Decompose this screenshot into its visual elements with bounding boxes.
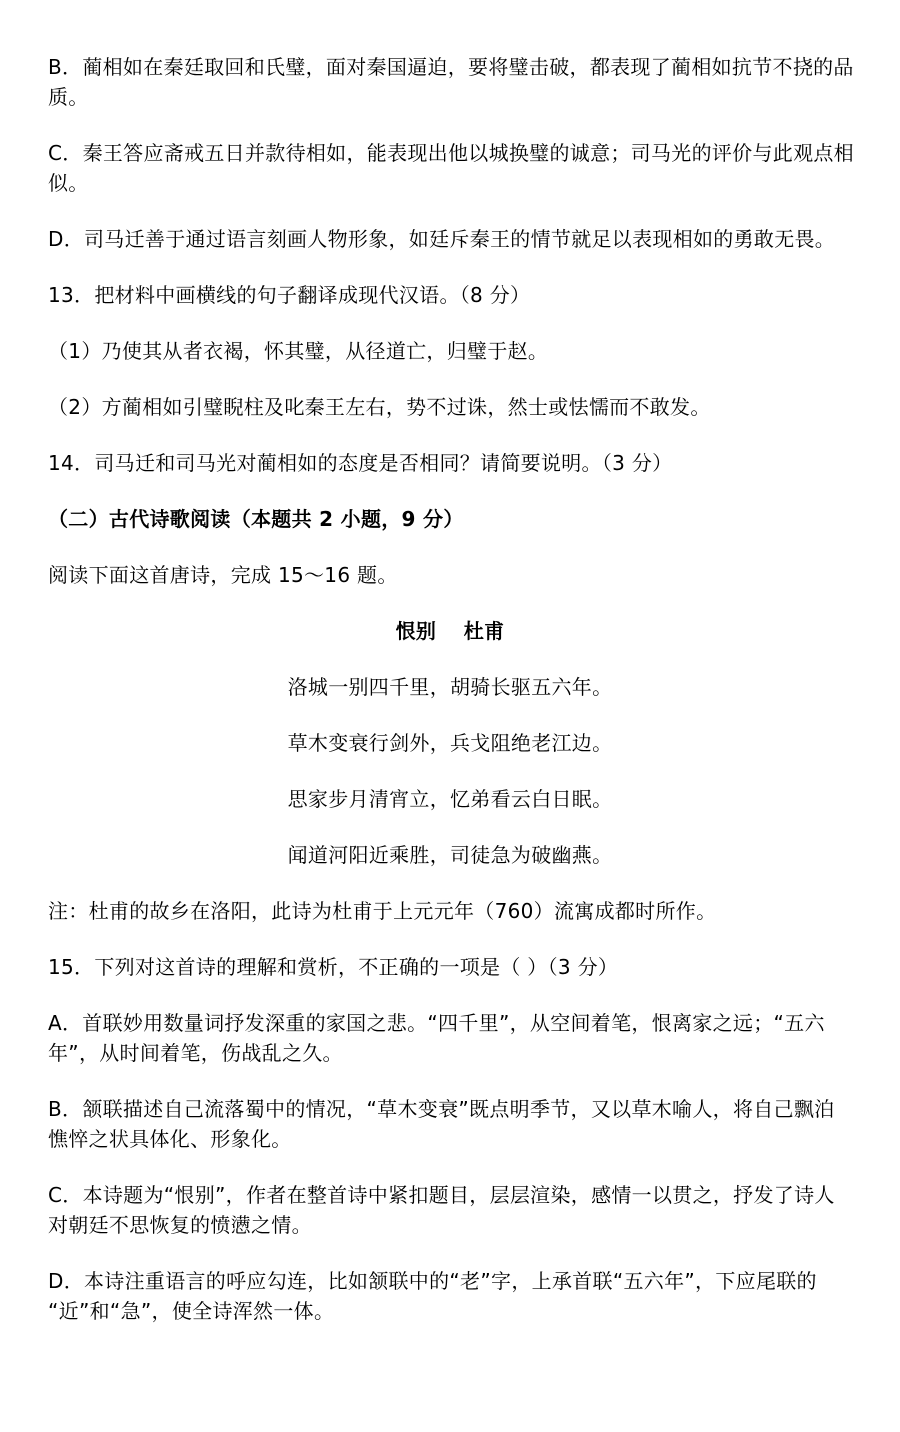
poem-line: 草木变衰行剑外，兵戈阻绝老江边。	[287, 731, 613, 755]
question-14: 14．司马迁和司马光对蔺相如的态度是否相同？请简要说明。（3 分）	[48, 451, 673, 475]
poem-intro: 阅读下面这首唐诗，完成 15～16 题。	[48, 563, 398, 587]
option-15d-line1: D．本诗注重语言的呼应勾连，比如颔联中的“老”字，上承首联“五六年”，下应尾联的	[48, 1269, 817, 1293]
option-12b-line2: 质。	[48, 85, 89, 109]
option-12b-line1: B．蔺相如在秦廷取回和氏璧，面对秦国逼迫，要将璧击破，都表现了蔺相如抗节不挠的品	[48, 55, 854, 79]
option-12c-line2: 似。	[48, 171, 89, 195]
poem-note: 注：杜甫的故乡在洛阳，此诗为杜甫于上元元年（760）流寓成都时所作。	[48, 899, 717, 923]
section-heading: （二）古代诗歌阅读（本题共 2 小题，9 分）	[48, 507, 464, 531]
option-15b-line2: 憔悴之状具体化、形象化。	[48, 1127, 292, 1151]
question-13-part2: （2）方蔺相如引璧睨柱及叱秦王左右，势不过诛，然士或怯懦而不敢发。	[48, 395, 711, 419]
option-15a-line2: 年”，从时间着笔，伤战乱之久。	[48, 1041, 343, 1065]
option-15b-line1: B．颔联描述自己流落蜀中的情况，“草木变衰”既点明季节，又以草木喻人，将自己飘泊	[48, 1097, 835, 1121]
option-12c-line1: C．秦王答应斋戒五日并款待相如，能表现出他以城换璧的诚意；司马光的评价与此观点相	[48, 141, 854, 165]
poem-title: 恨别 杜甫	[395, 619, 505, 643]
poem-line: 闻道河阳近乘胜，司徒急为破幽燕。	[287, 843, 613, 867]
poem-line: 洛城一别四千里，胡骑长驱五六年。	[287, 675, 613, 699]
option-12d: D．司马迁善于通过语言刻画人物形象，如廷斥秦王的情节就足以表现相如的勇敢无畏。	[48, 227, 836, 251]
question-13: 13．把材料中画横线的句子翻译成现代汉语。（8 分）	[48, 283, 531, 307]
poem-line: 思家步月清宵立，忆弟看云白日眠。	[287, 787, 613, 811]
question-13-part1: （1）乃使其从者衣褐，怀其璧，从径道亡，归璧于赵。	[48, 339, 549, 363]
question-15: 15．下列对这首诗的理解和赏析，不正确的一项是（ ）（3 分）	[48, 955, 619, 979]
option-15d-line2: “近”和“急”，使全诗浑然一体。	[48, 1299, 335, 1323]
option-15a-line1: A．首联妙用数量词抒发深重的家国之悲。“四千里”，从空间着笔，恨离家之远；“五六	[48, 1011, 825, 1035]
option-15c-line2: 对朝廷不思恢复的愤懑之情。	[48, 1213, 312, 1237]
option-15c-line1: C．本诗题为“恨别”，作者在整首诗中紧扣题目，层层渲染，感情一以贯之，抒发了诗人	[48, 1183, 835, 1207]
